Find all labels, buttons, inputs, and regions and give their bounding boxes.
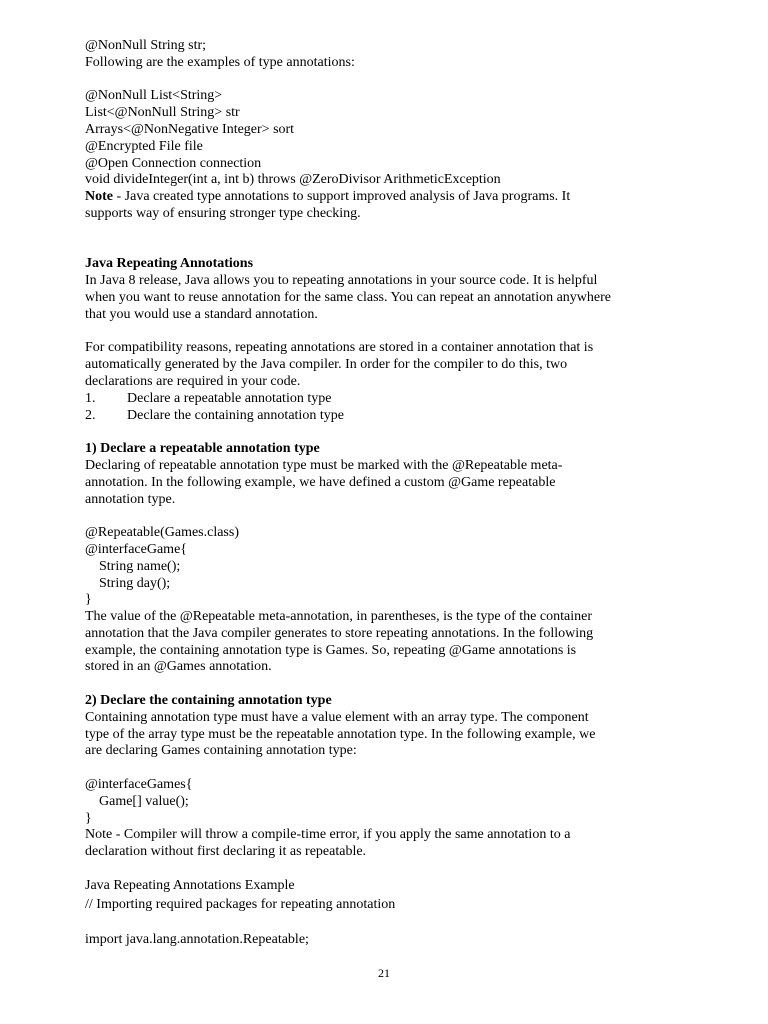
text-line: Following are the examples of type annotations: [85,54,355,70]
note-label: Note [85,189,113,205]
blank-line [85,861,645,878]
code-line: @Open Connection connection [85,155,262,171]
list-text: Declare a repeatable annotation type [127,390,332,406]
blank-line [85,508,645,525]
list-number: 2. [85,407,96,423]
paragraph-line: stored in an @Games annotation. [85,659,272,675]
paragraph-line: declarations are required in your code. [85,373,301,389]
paragraph-line: when you want to reuse annotation for the same class. You can repeat an annotation anywhere [85,289,612,305]
paragraph-line: For compatibility reasons, repeating annotations are stored in a container annotation that is [85,340,594,356]
example-title: Java Repeating Annotations Example [85,877,295,893]
code-line: import java.lang.annotation.Repeatable; [85,932,309,948]
note-line: supports way of ensuring stronger type checking. [85,205,361,221]
blank-line [85,913,645,930]
paragraph-line: type of the array type must be the repeatable annotation type. In the following example, we [85,726,596,742]
code-line: } [85,810,92,826]
code-line: Arrays<@NonNegative Integer> sort [85,121,295,137]
code-line: String day(); [99,575,171,591]
code-line: @interfaceGame{ [85,541,187,557]
paragraph-line: Containing annotation type must have a value element with an array type. The component [85,709,589,725]
code-line: } [85,592,92,608]
blank-line [85,760,645,777]
note-text: - Java created type annotations to support improved analysis of Java programs. It [113,189,571,205]
code-line: @interfaceGames{ [85,777,193,793]
note-line [85,189,645,206]
blank-line [85,324,645,341]
paragraph-line: that you would use a standard annotation. [85,306,318,322]
section-heading: Java Repeating Annotations [85,256,254,272]
list-item [85,408,645,425]
page-number: 21 [378,966,390,980]
note-line: declaration without first declaring it as repeatable. [85,844,367,860]
code-line: Game[] value(); [99,793,189,809]
paragraph-line: automatically generated by the Java compiler. In order for the compiler to do this, two [85,357,568,373]
paragraph-line: annotation. In the following example, we have defined a custom @Game repeatable [85,474,556,490]
blank-line [85,676,645,693]
text-line: @NonNull String str; [85,38,207,53]
section-heading: 2) Declare the containing annotation type [85,693,332,709]
code-line: List<@NonNull String> str [85,105,240,121]
list-text: Declare the containing annotation type [127,407,344,423]
paragraph-line: Declaring of repeatable annotation type must be marked with the @Repeatable meta- [85,457,563,473]
code-line: void divideInteger(int a, int b) throws @ZeroDivisor ArithmeticException [85,172,501,188]
paragraph-line: example, the containing annotation type is Games. So, repeating @Game annotations is [85,642,577,658]
paragraph-line: are declaring Games containing annotation type: [85,743,357,759]
blank-line [85,424,645,441]
blank-line [85,72,645,89]
paragraph-line: In Java 8 release, Java allows you to repeating annotations in your source code. It is helpful [85,273,598,289]
code-comment: // Importing required packages for repeating annotation [85,896,396,912]
list-item [85,391,645,408]
paragraph-line: annotation that the Java compiler generates to store repeating annotations. In the following [85,625,594,641]
paragraph-line: annotation type. [85,491,176,507]
paragraph-line: The value of the @Repeatable meta-annotation, in parentheses, is the type of the container [85,609,592,625]
document-page [85,38,645,949]
section-heading: 1) Declare a repeatable annotation type [85,441,320,457]
code-line: @Encrypted File file [85,138,203,154]
code-line: @Repeatable(Games.class) [85,525,239,541]
code-line: String name(); [99,558,181,574]
spacer [85,223,645,257]
list-number: 1. [85,390,96,406]
note-line: Note - Compiler will throw a compile-time error, if you apply the same annotation to a [85,827,571,843]
code-line: @NonNull List<String> [85,88,223,104]
